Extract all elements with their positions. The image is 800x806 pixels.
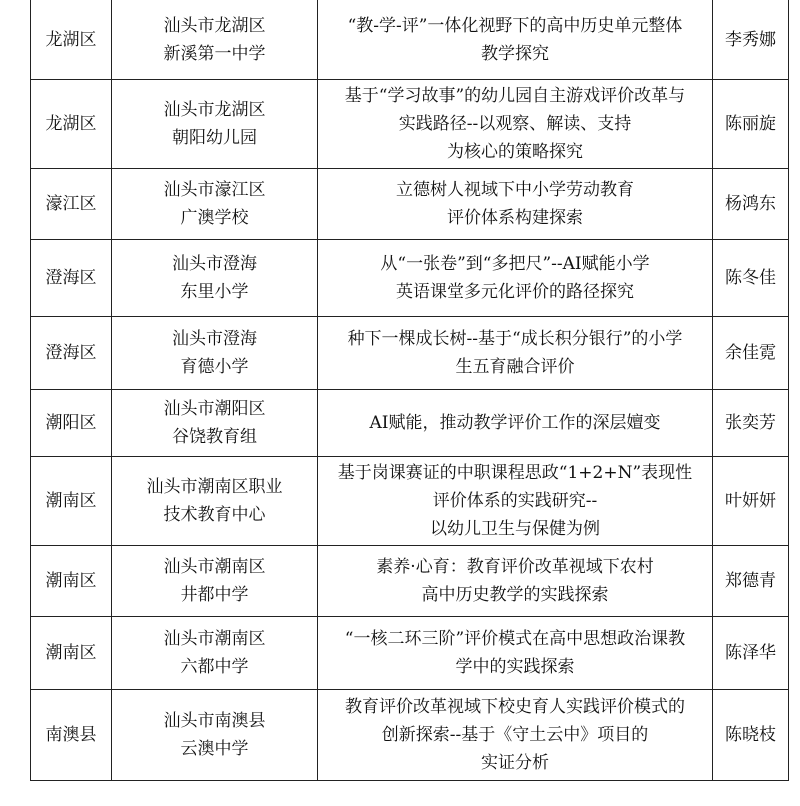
school-cell: 汕头市濠江区 广澳学校	[112, 169, 318, 240]
table-row	[31, 240, 789, 317]
table-row	[31, 690, 789, 781]
author-cell: 陈晓枝	[713, 690, 789, 781]
author-cell: 陈丽旋	[713, 80, 789, 169]
title-cell: 基于岗课赛证的中职课程思政“1+2+N”表现性 评价体系的实践研究-- 以幼儿卫生与保健为例	[318, 457, 713, 546]
author-cell: 余佳霓	[713, 317, 789, 390]
school-cell: 汕头市龙湖区 朝阳幼儿园	[112, 80, 318, 169]
table-row	[31, 390, 789, 457]
author-cell: 郑德青	[713, 546, 789, 617]
district-cell: 潮阳区	[31, 390, 112, 457]
district-cell: 潮南区	[31, 457, 112, 546]
school-cell: 汕头市龙湖区 新溪第一中学	[112, 0, 318, 80]
district-cell: 澄海区	[31, 317, 112, 390]
table-row	[31, 617, 789, 690]
district-cell: 南澳县	[31, 690, 112, 781]
table-row	[31, 0, 789, 80]
district-cell: 潮南区	[31, 617, 112, 690]
district-cell: 濠江区	[31, 169, 112, 240]
school-cell: 汕头市潮南区职业 技术教育中心	[112, 457, 318, 546]
award-list-table-container	[30, 0, 788, 781]
district-cell: 潮南区	[31, 546, 112, 617]
author-cell: 陈冬佳	[713, 240, 789, 317]
title-cell: “一核二环三阶”评价模式在高中思想政治课教 学中的实践探索	[318, 617, 713, 690]
table-row	[31, 317, 789, 390]
district-cell: 龙湖区	[31, 80, 112, 169]
title-cell: 教育评价改革视域下校史育人实践评价模式的 创新探索--基于《守土云中》项目的 实证分析	[318, 690, 713, 781]
district-cell: 澄海区	[31, 240, 112, 317]
school-cell: 汕头市澄海 育德小学	[112, 317, 318, 390]
author-cell: 叶妍妍	[713, 457, 789, 546]
school-cell: 汕头市潮南区 井都中学	[112, 546, 318, 617]
award-list-table	[30, 0, 789, 781]
author-cell: 陈泽华	[713, 617, 789, 690]
title-cell: AI赋能，推动教学评价工作的深层嬗变	[318, 390, 713, 457]
table-row	[31, 80, 789, 169]
author-cell: 李秀娜	[713, 0, 789, 80]
table-row	[31, 169, 789, 240]
title-cell: “教-学-评”一体化视野下的高中历史单元整体 教学探究	[318, 0, 713, 80]
school-cell: 汕头市潮阳区 谷饶教育组	[112, 390, 318, 457]
title-cell: 素养·心育：教育评价改革视域下农村 高中历史教学的实践探索	[318, 546, 713, 617]
table-row	[31, 546, 789, 617]
district-cell: 龙湖区	[31, 0, 112, 80]
title-cell: 种下一棵成长树--基于“成长积分银行”的小学 生五育融合评价	[318, 317, 713, 390]
title-cell: 从“一张卷”到“多把尺”--AI赋能小学 英语课堂多元化评价的路径探究	[318, 240, 713, 317]
title-cell: 基于“学习故事”的幼儿园自主游戏评价改革与 实践路径--以观察、解读、支持 为核心的策略探究	[318, 80, 713, 169]
author-cell: 杨鸿东	[713, 169, 789, 240]
author-cell: 张奕芳	[713, 390, 789, 457]
title-cell: 立德树人视域下中小学劳动教育 评价体系构建探索	[318, 169, 713, 240]
table-row	[31, 457, 789, 546]
school-cell: 汕头市澄海 东里小学	[112, 240, 318, 317]
school-cell: 汕头市南澳县 云澳中学	[112, 690, 318, 781]
school-cell: 汕头市潮南区 六都中学	[112, 617, 318, 690]
